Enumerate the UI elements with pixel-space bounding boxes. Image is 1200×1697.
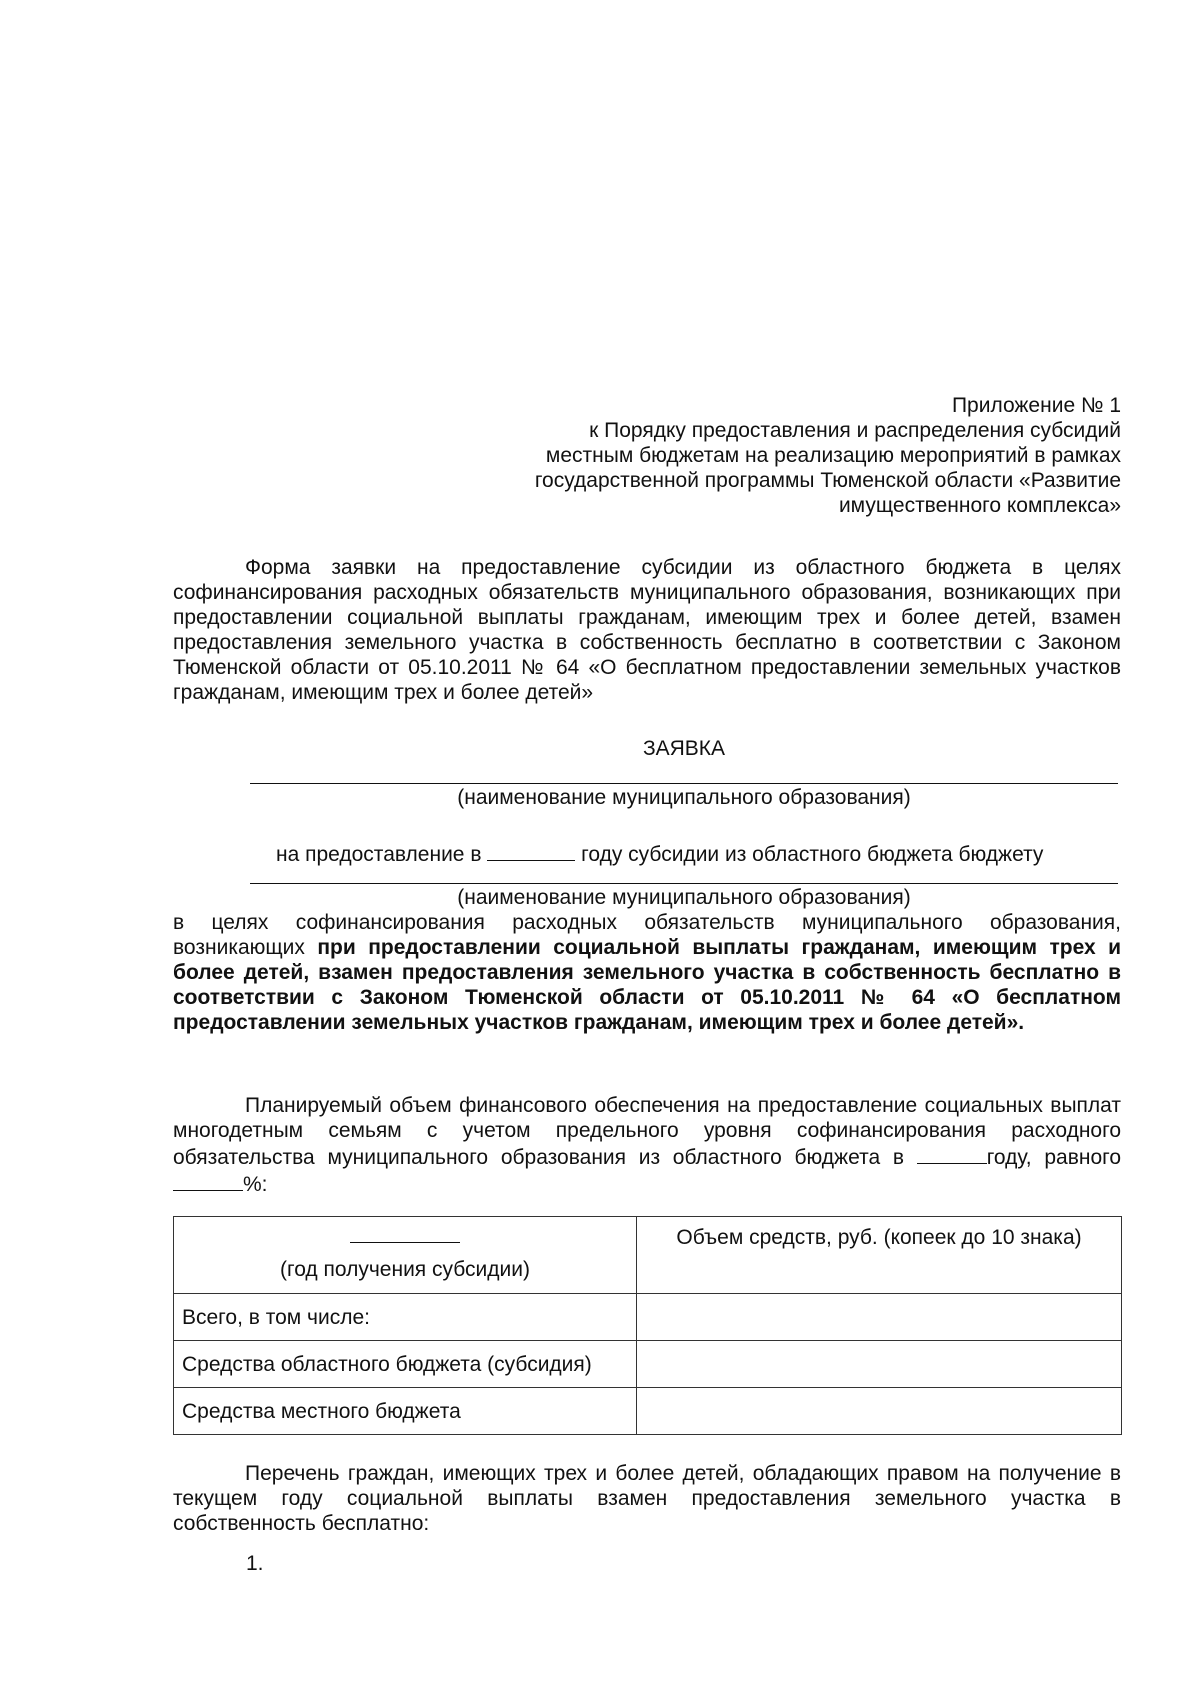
row-value [637,1388,1122,1435]
citizens-list-intro: Перечень граждан, имеющих трех и более детей, обладающих правом на получение в текущем году социальной выплаты взамен предоставления земельного участка в собственность бесплатно: [173,1462,1121,1535]
list-item-number: 1. [246,1552,264,1575]
appendix-line: имущественного комплекса» [838,494,1121,517]
table-row [174,1388,1122,1435]
appendix-line: государственной программы Тюменской области «Развитие [534,469,1121,492]
row-label: Средства областного бюджета (субсидия) [174,1341,637,1388]
row-label: Средства местного бюджета [174,1388,637,1435]
planned-year-blank [917,1143,987,1164]
appendix-line: местным бюджетам на реализацию мероприятий в рамках [545,444,1121,467]
municipality-caption-1: (наименование муниципального образования) [457,786,911,809]
table-row [174,1294,1122,1341]
purpose-paragraph [173,910,1121,1035]
municipality-line-1 [250,783,1118,784]
form-title: Форма заявки на предоставление субсидии из областного бюджета в целях софинансирования расходных обязательств муниципального образования, возникающих при предоставлении социальной выплаты гражданам, имеющим трех и более детей, взамен предоставления земельного участка в собственность бесплатно в соответствии с Законом Тюменской области от 05.10.2011 № 64 «О бесплатном предоставлении земельных участков гражданам, имеющим трех и более детей» [173,556,1121,704]
municipality-caption-2: (наименование муниципального образования) [457,886,911,909]
application-heading: ЗАЯВКА [642,737,726,760]
appendix-header [173,393,1121,518]
purpose-bold: при предоставлении социальной выплаты гражданам, имеющим трех и более детей, взамен предоставления земельного участка в собственность бесплатно в соответствии с Законом Тюменской области от 05.10.2011 № 64 «О бесплатном предоставлении земельных участков гражданам, имеющим трех и более детей». [173,936,1121,1034]
planned-year-suffix: году, равного [986,1146,1121,1169]
planned-percent-blank [173,1170,243,1191]
table-row [174,1341,1122,1388]
row-value [637,1294,1122,1341]
appendix-line: к Порядку предоставления и распределения субсидий [589,419,1121,442]
municipality-line-2 [250,883,1118,884]
row-value [637,1341,1122,1388]
request-text-after: году субсидии из областного бюджета бюджету [581,843,1044,866]
request-text-before: на предоставление в [276,843,482,866]
planned-paragraph [173,1093,1121,1197]
request-line [276,840,1118,867]
subsidy-year-blank [350,1228,460,1243]
funding-table [173,1216,1122,1435]
planned-percent: %: [243,1173,268,1196]
appendix-line: Приложение № 1 [951,394,1121,417]
planned-text: Планируемый объем финансового обеспечения на предоставление социальных выплат многодетным семьям с учетом предельного уровня софинансирования расходного обязательства муниципального образования из областного бюджета в [173,1094,1121,1169]
header-year-caption: (год получения субсидии) [280,1258,530,1281]
purpose-normal: в целях софинансирования расходных обязательств муниципального образования, возникающих [173,911,1121,959]
year-blank [487,840,575,861]
header-amount-cell: Объем средств, руб. (копеек до 10 знака) [637,1217,1122,1294]
header-year-cell [174,1217,637,1294]
table-header-row [174,1217,1122,1294]
row-label: Всего, в том числе: [174,1294,637,1341]
